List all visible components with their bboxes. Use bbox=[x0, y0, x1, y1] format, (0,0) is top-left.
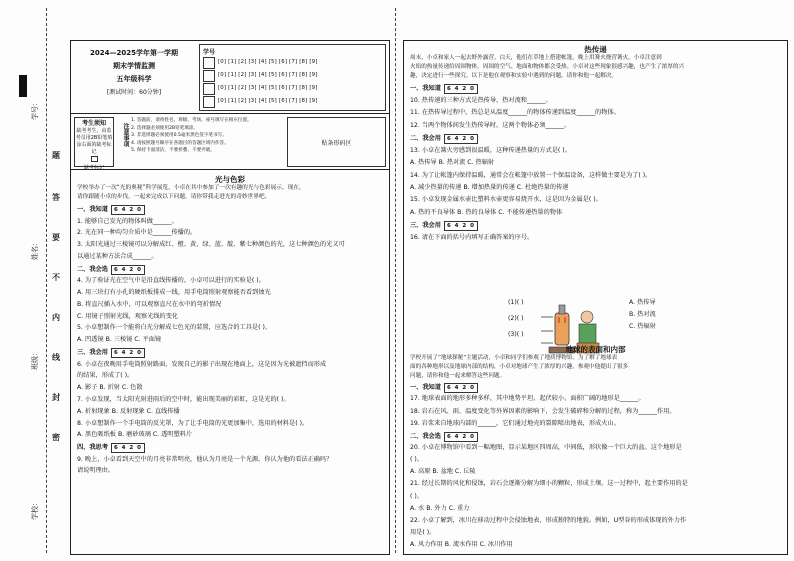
id-digit-box[interactable] bbox=[203, 96, 215, 108]
question-group-heading bbox=[410, 84, 478, 94]
question-line: A. 水 B. 外力 C. 重力 bbox=[410, 504, 470, 512]
section-intro bbox=[77, 184, 387, 202]
section-title: 地球的表面和内部 bbox=[565, 345, 626, 354]
seal-line bbox=[46, 8, 47, 553]
right-page bbox=[403, 40, 788, 555]
section-intro bbox=[410, 354, 785, 381]
rule-item: 4. 请按照题号顺序在各题目的答题区域内作答。 bbox=[131, 140, 229, 146]
question-line: 5. 小卓想制作一个能将白光分解成七色光的装置，应选合的工具是( )。 bbox=[77, 324, 272, 332]
question-line: B. 将直尺插入水中，可以观察直尺在水中的弯折情况 bbox=[77, 300, 222, 308]
question-line: 18. 岩石在风、雨、温度变化等外界因素的影响下，会发生破碎和分解的过程，称为______作用。 bbox=[410, 407, 676, 415]
intro-line: 请你跟随小卓的步伐，一起来完成以下问题，请你带我走进光的奇妙世界吧。 bbox=[77, 194, 271, 200]
question-line: A. 风力作用 B. 流水作用 C. 冰川作用 bbox=[410, 540, 513, 548]
question-group-heading bbox=[410, 134, 478, 144]
absent-mark-box[interactable] bbox=[91, 156, 98, 162]
id-digit-box[interactable] bbox=[203, 57, 215, 69]
seal-char: 封 bbox=[52, 393, 60, 402]
rule-item: 3. 非选择题必须使用0.5毫米黑色签字笔书写。 bbox=[131, 133, 227, 139]
alignment-mark bbox=[19, 75, 27, 97]
rules-box bbox=[119, 117, 282, 167]
question-line: 21. 经过长期的风化和侵蚀，岩石会逐渐分解为细小的颗粒，形成土壤。这一过程中，起主要作用的是 bbox=[410, 480, 688, 488]
section-title: 热传递 bbox=[584, 45, 607, 54]
intro-line: 学校举办了一次“光的奥秘”科学展览，小卓在其中参加了一次有趣的光与色彩展示。现在， bbox=[77, 185, 305, 191]
fig-option: B. 热对流 bbox=[629, 311, 656, 318]
group-heading-text: 四、我思考 bbox=[77, 444, 108, 452]
question-group-heading bbox=[410, 383, 478, 393]
fig-option: A. 热传导 bbox=[629, 299, 656, 306]
id-grid-label: 学号 bbox=[203, 49, 216, 56]
question-line: 20. 小卓在博物馆中看到一幅地图，显示某地区四周高，中间低，形状像一个巨大的盆。这个地形是 bbox=[410, 444, 682, 452]
intro-line: 趣，决定进行一些探究。以下是他在观察和实验中遇到的问题，请你和他一起解决。 bbox=[410, 73, 617, 79]
id-digit-box[interactable] bbox=[203, 83, 215, 95]
rule-item: 2. 选择题必须使用2B铅笔填涂。 bbox=[131, 125, 199, 131]
group-heading-text: 二、我会选 bbox=[77, 265, 108, 273]
question-group-heading bbox=[77, 348, 145, 358]
score-tag: 6 4 2 0 bbox=[111, 265, 145, 275]
absent-label: 缺考标记 bbox=[83, 165, 104, 171]
question-group-heading bbox=[410, 432, 478, 442]
question-line: A. 热传导 B. 热对流 C. 热辐射 bbox=[410, 159, 495, 167]
rule-item: 1. 答题前，请将姓名、班级、考场、座号填写在相应位置。 bbox=[131, 118, 252, 123]
question-line: 1. 能够自己发光的物体叫做______。 bbox=[77, 217, 178, 225]
notice-body: 缺考考生，由监考员用2B铅笔填涂右面的缺考标记 bbox=[75, 128, 113, 155]
question-line: 10. 热传递的三种方式是热传导、热对流和______。 bbox=[410, 96, 552, 104]
intro-line: 火焰的热量传递给周围物体，周围的空气、地面和物体都会受热。小卓对这些现象很感兴趣，也产生了浓厚的兴 bbox=[410, 64, 685, 70]
exam-year: 2024—2025学年第一学期 bbox=[90, 49, 178, 57]
seal-char: 线 bbox=[52, 353, 60, 362]
fig-label[interactable]: (1)( ) bbox=[508, 299, 524, 306]
question-line: A. 影子 B. 折射 C. 色散 bbox=[77, 384, 143, 392]
question-line: A. 凹透镜 B. 三棱镜 C. 平面镜 bbox=[77, 336, 162, 344]
question-line: 3. 太阳光通过三棱镜可以分解成红、橙、黄、绿、蓝、靛、紫七种颜色的光，这七种颜色的光又可 bbox=[77, 241, 345, 249]
exam-header bbox=[71, 41, 389, 114]
seal-char: 题 bbox=[52, 151, 60, 160]
group-heading-text: 二、我会选 bbox=[410, 432, 441, 440]
question-line: 19. 岩浆来自地球内部的______，它们通过地壳的裂隙喷出地表，形成火山。 bbox=[410, 419, 620, 427]
question-line: C. 用镜子照射光线，观察光线的变化 bbox=[77, 312, 179, 320]
question-line: 17. 地球表面的地形多种多样，其中地势平坦、起伏较小、面积广阔的地形是______。 bbox=[410, 395, 645, 403]
score-tag: 6 4 2 0 bbox=[444, 221, 478, 231]
question-line: 的结果，形成了( )。 bbox=[77, 372, 134, 380]
score-tag: 6 4 2 0 bbox=[444, 432, 478, 442]
question-line: A. 折射现象 B. 反射现象 C. 直线传播 bbox=[77, 407, 180, 415]
id-digit-row[interactable]: [0] [1] [2] [3] [4] [5] [6] [7] [8] [9] bbox=[218, 59, 318, 65]
question-line: A. 黑色吸纸板 B. 磨砂玻璃 C. 透明塑料片 bbox=[77, 431, 193, 439]
question-group-heading bbox=[77, 265, 145, 275]
question-group-heading bbox=[410, 221, 478, 231]
question-line: 8. 小卓想制作一个手电筒的反光罩，为了让手电筒的光更加集中，选用的材料是( )。 bbox=[77, 419, 309, 427]
notice-title: 考生须知 bbox=[81, 120, 106, 127]
question-line: ( )。 bbox=[410, 456, 423, 464]
fig-option: C. 热辐射 bbox=[629, 323, 656, 330]
question-line: 7. 小卓发现，当太阳光射进雨后的空中时，能出现美丽的彩虹，这是光的( )。 bbox=[77, 395, 290, 403]
question-line: 14. 为了让帐篷内保持温暖，通常会在帐篷中放置一个保温设备，这样做主要是为了( )。 bbox=[410, 171, 652, 179]
id-digit-row[interactable]: [0] [1] [2] [3] [4] [5] [6] [7] [8] [9] bbox=[218, 72, 318, 78]
group-heading-text: 三、我会用 bbox=[77, 349, 108, 356]
question-line: 22. 小卓了解到，冰川在移动过程中会侵蚀地表，形成独特的地貌。例如，U型谷的形成体现的外力作 bbox=[410, 516, 687, 524]
seal-char: 不 bbox=[52, 273, 60, 282]
section-title: 光与色彩 bbox=[215, 175, 245, 184]
rule-item: 5. 保持卡面清洁，不要折叠、不要弄破。 bbox=[131, 148, 215, 154]
intro-line: 周末，小卓和家人一起去野外露营。白天，他们在草地上搭建帐篷，晚上用篝火烧营篝火。小卓注意到 bbox=[410, 55, 662, 61]
group-heading-text: 一、我知道 bbox=[410, 85, 441, 92]
question-line: A. 热的不良导体 B. 热的良导体 C. 不能传递热量的物体 bbox=[410, 208, 563, 216]
exam-subject: 五年级科学 bbox=[116, 75, 152, 83]
question-line: 9. 晚上，小卓看到天空中的月亮非常明亮，他认为月亮是一个光源。你认为他的看法正确吗？ bbox=[77, 455, 333, 463]
score-tag: 6 4 2 0 bbox=[111, 348, 145, 358]
question-line: 6. 小卓在夜晚用手电筒照射路面，发现自己的影子出现在地面上，这是因为光被遮挡而形成 bbox=[77, 360, 327, 368]
intro-line: 学校开展了“地球探秘”主题活动，小卓和同学们参观了地质博物馆。为了解了地球表 bbox=[410, 355, 618, 361]
question-group-heading bbox=[77, 205, 145, 215]
exam-duration: [测试时间：60分钟] bbox=[106, 89, 162, 96]
school-label: 学校： bbox=[31, 499, 39, 520]
fig-label[interactable]: (3)( ) bbox=[508, 331, 524, 338]
question-line: 4. 为了验证光在空气中是沿直线传播的，小卓可以进行的实验是( )。 bbox=[77, 277, 265, 285]
group-heading-text: 三、我会用 bbox=[410, 222, 441, 230]
score-tag: 6 4 2 0 bbox=[111, 443, 145, 453]
score-tag: 6 4 2 0 bbox=[444, 84, 478, 94]
exam-title bbox=[75, 45, 193, 110]
score-tag: 6 4 2 0 bbox=[444, 134, 478, 144]
seal-char: 密 bbox=[52, 433, 60, 442]
group-heading-text: 一、我知道 bbox=[410, 384, 441, 391]
seal-char: 内 bbox=[52, 313, 60, 322]
barcode-area: 贴条形码区 bbox=[287, 117, 386, 167]
question-line: 15. 小卓发现金属水壶比塑料水壶更容易烧开水，这是因为金属是( )。 bbox=[410, 196, 602, 204]
question-line: A. 减少热量的传递 B. 增加热量的传递 C. 杜绝热量的传递 bbox=[410, 184, 569, 191]
seal-char: 要 bbox=[52, 233, 60, 242]
student-no-label: 学号： bbox=[31, 99, 39, 120]
score-tag: 6 4 2 0 bbox=[444, 383, 478, 393]
question-line: 16. 请在下面的括号内填写正确答案的序号。 bbox=[410, 234, 534, 241]
question-line: ( )。 bbox=[410, 492, 423, 500]
group-heading-text: 二、我会用 bbox=[410, 135, 441, 142]
score-tag: 6 4 2 0 bbox=[111, 205, 145, 215]
question-line: 13. 小卓在篝火旁感到很温暖，这种传递热量的方式是( )。 bbox=[410, 146, 571, 154]
question-line: A. 用三块打有小孔的硬纸板排成一线，用手电筒照射观察能否看到烛光 bbox=[77, 289, 271, 296]
question-line: 请说明理由。 bbox=[77, 467, 115, 475]
question-line: 11. 在热传导过程中，热总是从温度______的物体传递到温度______的物体。 bbox=[410, 109, 620, 117]
id-digit-box[interactable] bbox=[203, 70, 215, 82]
rules-title: 注意事项 bbox=[122, 123, 129, 147]
exam-name: 期末学情监测 bbox=[113, 62, 155, 70]
seal-char: 答 bbox=[52, 193, 60, 202]
id-digit-row[interactable]: [0] [1] [2] [3] [4] [5] [6] [7] [8] [9] bbox=[218, 85, 318, 91]
question-group-heading bbox=[77, 443, 145, 453]
notice-box bbox=[74, 117, 114, 171]
name-label: 姓名： bbox=[31, 239, 39, 260]
class-label: 班级： bbox=[31, 349, 39, 370]
question-line: 用是( )。 bbox=[410, 528, 436, 536]
fold-line bbox=[395, 8, 396, 553]
exam-subheader bbox=[71, 114, 389, 170]
id-digit-row[interactable]: [0] [1] [2] [3] [4] [5] [6] [7] [8] [9] bbox=[218, 98, 318, 104]
group-heading-text: 一、我知道 bbox=[77, 206, 108, 213]
section-intro bbox=[410, 54, 785, 81]
left-page bbox=[70, 40, 390, 555]
question-line: 以通过某种方法合成______。 bbox=[77, 252, 158, 260]
question-line: A. 高原 B. 盆地 C. 丘陵 bbox=[410, 468, 476, 476]
question-line: 12. 当两个物体间发生热传导时，这两个物体必须______。 bbox=[410, 121, 571, 129]
question-line: 2. 光在同一种均匀介质中是______传播的。 bbox=[77, 229, 197, 237]
intro-line: 问题，请你和他一起来解答这些问题。 bbox=[410, 373, 506, 379]
intro-line: 面的各种地形以及地球内部的结构，小卓对地球产生了浓厚的兴趣，参观中他提出了很多 bbox=[410, 364, 629, 370]
fig-label[interactable]: (2)( ) bbox=[508, 315, 524, 322]
student-id-grid bbox=[199, 44, 386, 111]
